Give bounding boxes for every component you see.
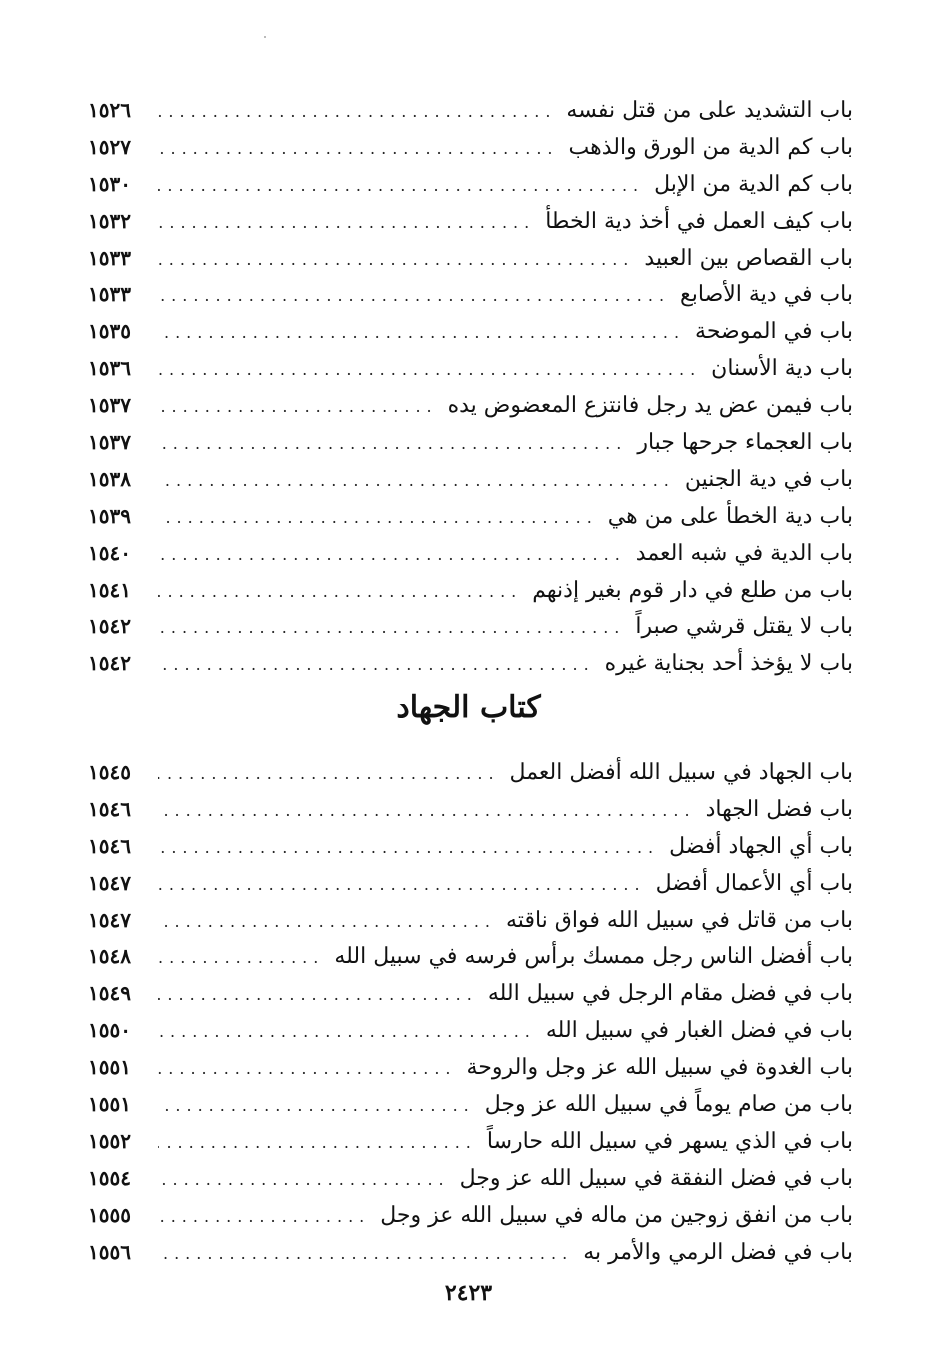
dot-leader bbox=[158, 1014, 536, 1051]
dot-leader bbox=[158, 830, 659, 867]
toc-entry bbox=[88, 498, 853, 535]
toc-entry-title: باب كم الدية من الإبل bbox=[654, 171, 853, 197]
toc-entry bbox=[88, 166, 853, 203]
toc-entry-title: باب دية الأسنان bbox=[711, 356, 853, 382]
toc-entry bbox=[88, 1234, 853, 1271]
toc-entry bbox=[88, 350, 853, 387]
toc-entry bbox=[88, 1123, 853, 1160]
toc-entry bbox=[88, 535, 853, 572]
toc-entry-title: باب فيمن عض يد رجل فانتزع المعضوض يده bbox=[447, 393, 853, 419]
toc-entry-page-number: ١٥٣٠ bbox=[88, 171, 131, 196]
toc-entry bbox=[88, 387, 853, 424]
toc-entry-page-number: ١٥٤١ bbox=[88, 577, 131, 602]
toc-entry-title: باب أفضل الناس رجل ممسك برأس فرسه في سبيل الله bbox=[334, 944, 853, 970]
toc-list-diyat bbox=[88, 92, 853, 682]
toc-entry-page-number: ١٥٤٢ bbox=[88, 651, 131, 676]
toc-entry-page-number: ١٥٤٧ bbox=[88, 870, 131, 895]
dot-leader bbox=[158, 756, 500, 793]
dot-leader bbox=[158, 1162, 450, 1199]
toc-entry-page-number: ١٥٥١ bbox=[88, 1055, 131, 1080]
toc-entry-page-number: ١٥٣٣ bbox=[88, 245, 131, 270]
toc-entry bbox=[88, 645, 853, 682]
toc-entry-page-number: ١٥٤٥ bbox=[88, 760, 131, 784]
section-heading-jihad: كتاب الجهاد bbox=[396, 690, 541, 725]
toc-entry bbox=[88, 902, 853, 939]
toc-entry-page-number: ١٥٥٢ bbox=[88, 1128, 131, 1153]
toc-entry bbox=[88, 791, 853, 828]
toc-entry bbox=[88, 203, 853, 240]
toc-entry-title: باب الغدوة في سبيل الله عز وجل والروحة bbox=[466, 1055, 853, 1081]
dot-leader bbox=[158, 352, 701, 389]
dot-leader bbox=[158, 867, 646, 904]
dot-leader bbox=[158, 463, 675, 500]
toc-entry bbox=[88, 424, 853, 461]
page-number: ٢٤٢٣ bbox=[444, 1280, 493, 1306]
toc-entry bbox=[88, 975, 853, 1012]
toc-entry-title: باب كيف العمل في أخذ دية الخطأ bbox=[545, 208, 853, 234]
dot-leader bbox=[158, 904, 496, 941]
toc-entry-page-number: ١٥٤٩ bbox=[88, 981, 131, 1006]
dot-leader bbox=[158, 1199, 370, 1236]
dot-leader bbox=[158, 1236, 573, 1273]
dot-leader bbox=[158, 647, 595, 684]
toc-entry-title: باب في فضل مقام الرجل في سبيل الله bbox=[487, 981, 853, 1007]
toc-entry-title: باب التشديد على من قتل نفسه bbox=[566, 98, 853, 123]
toc-entry-title: باب القصاص بين العبيد bbox=[644, 245, 853, 271]
toc-entry bbox=[88, 608, 853, 645]
dot-leader bbox=[158, 977, 478, 1014]
toc-entry-title: باب في فضل النفقة في سبيل الله عز وجل bbox=[459, 1165, 853, 1191]
dot-leader bbox=[158, 94, 556, 131]
toc-list-jihad bbox=[88, 754, 853, 1270]
toc-entry-page-number: ١٥٥٦ bbox=[88, 1239, 131, 1264]
toc-entry bbox=[88, 313, 853, 350]
toc-entry-title: باب لا يؤخذ أحد بجناية غيره bbox=[604, 651, 853, 677]
toc-entry-title: باب أي الأعمال أفضل bbox=[655, 870, 853, 896]
toc-entry-title: باب من طلع في دار قوم بغير إذنهم bbox=[532, 577, 853, 603]
toc-entry-page-number: ١٥٢٧ bbox=[88, 134, 131, 159]
toc-entry bbox=[88, 461, 853, 498]
dot-leader bbox=[158, 1051, 457, 1088]
toc-entry-title: باب أي الجهاد أفضل bbox=[669, 833, 853, 859]
toc-entry bbox=[88, 1012, 853, 1049]
toc-entry-page-number: ١٥٤٦ bbox=[88, 833, 131, 858]
toc-entry bbox=[88, 865, 853, 902]
toc-entry bbox=[88, 240, 853, 277]
toc-entry bbox=[88, 1160, 853, 1197]
dot-leader bbox=[158, 242, 634, 279]
toc-entry bbox=[88, 92, 853, 129]
toc-entry-page-number: ١٥٥١ bbox=[88, 1092, 131, 1117]
toc-entry-page-number: ١٥٥٥ bbox=[88, 1202, 131, 1227]
dot-leader bbox=[158, 574, 522, 611]
toc-entry-page-number: ١٥٣٩ bbox=[88, 503, 131, 528]
dot-leader bbox=[158, 940, 324, 977]
toc-entry-title: باب الجهاد في سبيل الله أفضل العمل bbox=[509, 760, 853, 785]
dot-leader bbox=[158, 537, 626, 574]
toc-entry-title: باب في دية الجنين bbox=[684, 466, 853, 492]
toc-entry bbox=[88, 129, 853, 166]
toc-entry-page-number: ١٥٣٣ bbox=[88, 282, 131, 307]
toc-entry-page-number: ١٥٣٢ bbox=[88, 208, 131, 233]
toc-entry-title: باب من قاتل في سبيل الله فواق ناقته bbox=[506, 907, 853, 933]
toc-entry-title: باب في فضل الرمي والأمر به bbox=[583, 1239, 853, 1265]
dot-leader bbox=[158, 131, 559, 168]
dot-leader bbox=[158, 426, 627, 463]
toc-entry-page-number: ١٥٣٦ bbox=[88, 356, 131, 381]
toc-entry bbox=[88, 1086, 853, 1123]
toc-entry-title: باب في الذي يسهر في سبيل الله حارساً bbox=[486, 1128, 853, 1154]
toc-entry bbox=[88, 276, 853, 313]
toc-entry-title: باب من صام يوماً في سبيل الله عز وجل bbox=[484, 1092, 853, 1118]
dot-leader bbox=[158, 793, 696, 830]
toc-entry bbox=[88, 828, 853, 865]
toc-entry-page-number: ١٥٤٨ bbox=[88, 944, 131, 969]
toc-entry-title: باب في الموضحة bbox=[695, 319, 853, 345]
dot-leader bbox=[158, 389, 438, 426]
toc-entry bbox=[88, 572, 853, 609]
toc-entry bbox=[88, 754, 853, 791]
dot-leader bbox=[158, 168, 644, 205]
dot-leader bbox=[158, 610, 625, 647]
dot-leader bbox=[158, 500, 598, 537]
toc-entry-title: باب من انفق زوجين من ماله في سبيل الله عز وجل bbox=[380, 1202, 853, 1228]
dot-leader bbox=[158, 1088, 475, 1125]
toc-entry-title: باب دية الخطأ على من هي bbox=[607, 503, 853, 529]
scan-speck bbox=[264, 36, 266, 38]
toc-entry-page-number: ١٥٣٨ bbox=[88, 466, 131, 491]
toc-entry-title: باب في دية الأصابع bbox=[680, 282, 853, 308]
dot-leader bbox=[158, 1125, 477, 1162]
toc-entry-title: باب الدية في شبه العمد bbox=[635, 540, 853, 566]
toc-entry bbox=[88, 1197, 853, 1234]
toc-entry-page-number: ١٥٣٧ bbox=[88, 393, 131, 418]
toc-entry-page-number: ١٥٤٢ bbox=[88, 614, 131, 639]
toc-entry-page-number: ١٥٤٦ bbox=[88, 796, 131, 821]
toc-entry-title: باب في فضل الغبار في سبيل الله bbox=[545, 1018, 853, 1044]
toc-entry-page-number: ١٥٥٠ bbox=[88, 1018, 131, 1043]
toc-entry-page-number: ١٥٣٧ bbox=[88, 430, 131, 455]
toc-entry-title: باب فضل الجهاد bbox=[705, 796, 853, 822]
toc-entry-page-number: ١٥٤٠ bbox=[88, 540, 131, 565]
toc-entry bbox=[88, 938, 853, 975]
toc-entry bbox=[88, 1049, 853, 1086]
dot-leader bbox=[158, 278, 670, 315]
toc-entry-page-number: ١٥٢٦ bbox=[88, 98, 131, 122]
toc-entry-title: باب كم الدية من الورق والذهب bbox=[568, 134, 853, 160]
toc-entry-page-number: ١٥٥٤ bbox=[88, 1165, 131, 1190]
toc-entry-page-number: ١٥٣٥ bbox=[88, 319, 131, 344]
toc-entry-title: باب لا يقتل قرشي صبراً bbox=[635, 614, 853, 640]
toc-entry-page-number: ١٥٤٧ bbox=[88, 907, 131, 932]
dot-leader bbox=[158, 315, 685, 352]
dot-leader bbox=[158, 205, 535, 242]
toc-entry-title: باب العجماء جرحها جبار bbox=[637, 430, 853, 456]
